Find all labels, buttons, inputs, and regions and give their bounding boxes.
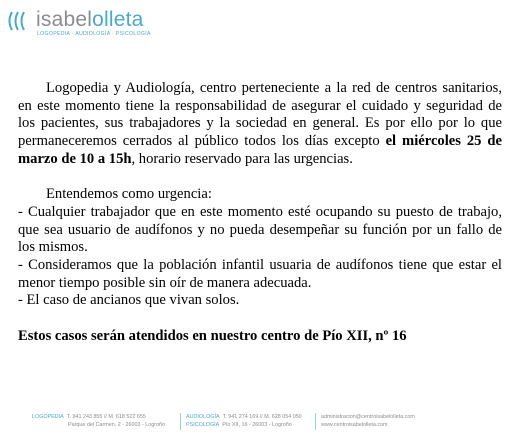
closure-text-intro: Logopedia y Audiología, centro perteneciente a la red de centros sanitarios, en este momento tiene la responsabilidad de asegurar el cuidado y seguridad de los pacientes, sus trabajadores y la sociedad en general. Es por ello por lo que permaneceremos cerrados al público todos los días excepto — [18, 80, 502, 150]
company-logo — [6, 7, 176, 39]
urgency-intro: Entendemos como urgencia: — [46, 186, 212, 203]
notice-body — [18, 80, 502, 346]
contact-footer — [0, 410, 512, 436]
logo-tagline: LOGOPEDIA · AUDIOLOGÍA · PSICOLOGÍA — [37, 31, 151, 37]
paragraph-spacer — [18, 310, 502, 328]
footer-logopedia-label: LOGOPEDIA — [32, 414, 64, 420]
urgency-item-children: - Consideramos que la población infantil usuaria de audífonos tiene que estar el menor tiempo posible sin oír de manera adecuada. — [18, 257, 502, 291]
footer-logopedia-address: Parque del Carmen, 2 - 26003 - Logroño — [68, 421, 166, 428]
urgency-item-workers: - Cualquier trabajador que en este momento esté ocupando su puesto de trabajo, que sea usuario de audífonos y no pueda desempeñar su función por un fallo de los mismos. — [18, 203, 502, 256]
footer-online — [321, 414, 415, 429]
footer-website-link[interactable]: www.centroisabelolleta.com — [321, 421, 388, 428]
sound-waves-icon — [6, 10, 34, 32]
footer-email-link[interactable]: administracion@centroisabelolleta.com — [321, 414, 415, 420]
footer-audiologia — [186, 414, 302, 429]
closure-text-outro: , horario reservado para las urgencias. — [131, 150, 353, 167]
footer-divider — [180, 413, 181, 430]
closing-statement — [18, 328, 502, 346]
footer-audiologia-phone: T. 941 274 169 // M. 628 054 050 — [222, 414, 302, 420]
footer-audiologia-address: Pío XII, 16 - 26003 - Logroño — [222, 421, 292, 428]
logo-name-suffix: olleta — [92, 8, 144, 31]
logo-name-prefix: isabel — [36, 8, 93, 31]
urgency-item-elderly: - El caso de ancianos que vivan solos. — [18, 292, 240, 309]
footer-logopedia — [32, 414, 165, 429]
footer-divider — [315, 413, 316, 430]
footer-audiologia-label: AUDIOLOGÍA — [186, 414, 220, 420]
footer-psicologia-label: PSICOLOGÍA — [186, 421, 220, 428]
closing-statement-text: Estos casos serán atendidos en nuestro centro de Pío XII, nº 16 — [18, 327, 407, 344]
paragraph-spacer — [18, 169, 502, 187]
closure-paragraph — [18, 80, 502, 169]
logo-wordmark — [36, 8, 143, 32]
footer-logopedia-phone: T. 941 243 855 // M. 618 522 655 — [66, 414, 146, 420]
opening-day-highlight: el miércoles 25 de marzo de 10 a 15h — [18, 133, 502, 167]
